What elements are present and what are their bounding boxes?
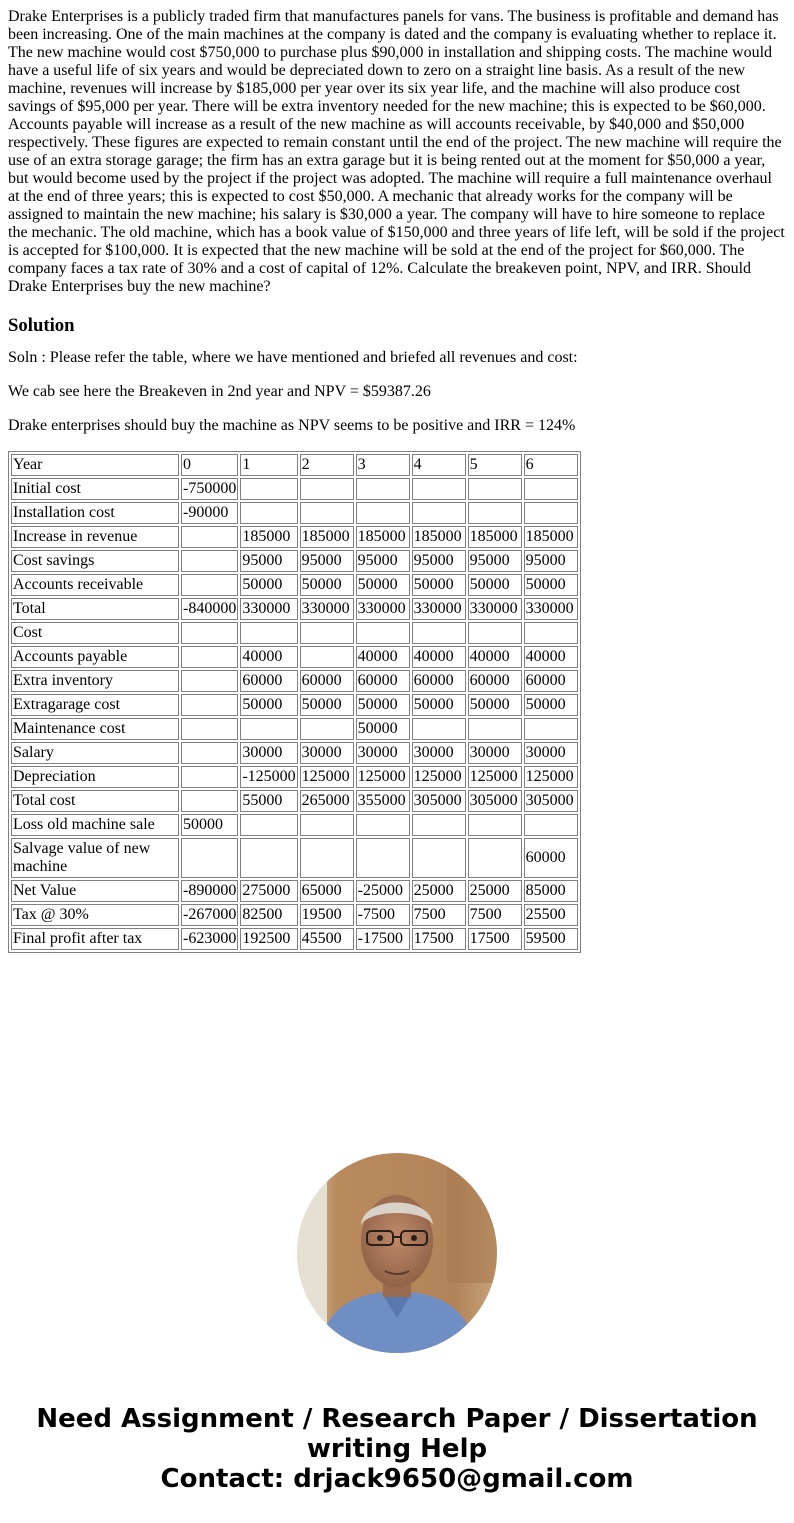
table-row	[11, 880, 578, 902]
table-cell: 125000	[356, 766, 410, 788]
table-cell: 85000	[524, 880, 578, 902]
table-cell	[181, 718, 238, 740]
table-cell: 185000	[468, 526, 522, 548]
table-row	[11, 766, 578, 788]
contact-banner	[0, 1404, 794, 1494]
table-cell: -7500	[356, 904, 410, 926]
table-cell	[412, 478, 466, 500]
solution-breakeven-npv: We cab see here the Breakeven in 2nd year and NPV = $59387.26	[8, 383, 431, 400]
table-cell: 185000	[412, 526, 466, 548]
table-cell	[181, 646, 238, 668]
cash-flow-table-body	[11, 454, 578, 950]
table-cell	[356, 814, 410, 836]
table-cell: 50000	[524, 574, 578, 596]
table-cell	[468, 502, 522, 524]
table-cell: -750000	[181, 478, 238, 500]
table-cell	[181, 694, 238, 716]
table-cell: 60000	[240, 670, 297, 692]
table-cell: 45500	[300, 928, 354, 950]
row-label-cell: Net Value	[11, 880, 179, 902]
table-cell	[300, 814, 354, 836]
table-cell	[181, 526, 238, 548]
table-cell: 95000	[468, 550, 522, 572]
table-row	[11, 670, 578, 692]
table-cell	[300, 646, 354, 668]
table-cell: 40000	[356, 646, 410, 668]
solution-intro: Soln : Please refer the table, where we have mentioned and briefed all revenues and cost:	[8, 349, 578, 366]
table-row	[11, 598, 578, 620]
table-cell: 50000	[300, 574, 354, 596]
table-cell: 3	[356, 454, 410, 476]
table-cell	[300, 838, 354, 878]
cash-flow-table	[8, 451, 581, 953]
table-cell: 265000	[300, 790, 354, 812]
table-cell: 60000	[468, 670, 522, 692]
table-cell: 60000	[524, 670, 578, 692]
row-label-cell: Maintenance cost	[11, 718, 179, 740]
table-cell	[181, 574, 238, 596]
table-row	[11, 790, 578, 812]
table-cell: 4	[412, 454, 466, 476]
table-cell	[524, 718, 578, 740]
row-label-cell: Cost savings	[11, 550, 179, 572]
table-cell	[356, 502, 410, 524]
table-cell: 305000	[468, 790, 522, 812]
table-row	[11, 718, 578, 740]
table-cell: 6	[524, 454, 578, 476]
table-cell: 192500	[240, 928, 297, 950]
row-label-cell: Cost	[11, 622, 179, 644]
table-cell: 50000	[240, 694, 297, 716]
table-cell: 330000	[468, 598, 522, 620]
table-cell: 330000	[240, 598, 297, 620]
table-cell: 60000	[300, 670, 354, 692]
table-cell	[412, 502, 466, 524]
table-row	[11, 526, 578, 548]
table-cell: 305000	[524, 790, 578, 812]
table-cell: 40000	[412, 646, 466, 668]
table-cell: 19500	[300, 904, 354, 926]
row-label-cell: Salvage value of new machine	[11, 838, 179, 878]
table-cell	[524, 814, 578, 836]
table-cell: 25500	[524, 904, 578, 926]
table-cell	[468, 622, 522, 644]
table-cell: 355000	[356, 790, 410, 812]
table-cell: 40000	[240, 646, 297, 668]
table-cell: 30000	[468, 742, 522, 764]
table-cell: 330000	[300, 598, 354, 620]
row-label-cell: Total	[11, 598, 179, 620]
row-label-cell: Loss old machine sale	[11, 814, 179, 836]
table-cell	[524, 502, 578, 524]
table-row	[11, 928, 578, 950]
table-cell: 125000	[524, 766, 578, 788]
table-cell: 50000	[524, 694, 578, 716]
table-cell: 59500	[524, 928, 578, 950]
row-label-cell: Extra inventory	[11, 670, 179, 692]
table-row	[11, 550, 578, 572]
table-cell: 5	[468, 454, 522, 476]
author-photo	[297, 1153, 497, 1353]
table-cell	[300, 502, 354, 524]
table-cell: 125000	[468, 766, 522, 788]
table-cell: 125000	[412, 766, 466, 788]
banner-line-1: Need Assignment / Research Paper / Dissertation	[36, 1404, 758, 1434]
table-cell: 60000	[412, 670, 466, 692]
table-cell: 7500	[468, 904, 522, 926]
table-row	[11, 838, 578, 878]
table-row	[11, 742, 578, 764]
table-cell: 50000	[412, 574, 466, 596]
table-cell: 185000	[300, 526, 354, 548]
table-cell	[240, 814, 297, 836]
table-cell: 95000	[240, 550, 297, 572]
table-cell: 275000	[240, 880, 297, 902]
table-cell: 40000	[524, 646, 578, 668]
table-cell	[181, 790, 238, 812]
question-text: Drake Enterprises is a publicly traded firm that manufactures panels for vans. The business is profitable and demand has been increasing. One of the main machines at the company is dated and the company is evaluating whether to replace it. The new machine would cost $750,000 to purchase plus $90,000 in installation and shipping costs. The machine would have a useful life of six years and would be depreciated down to zero on a straight line basis. As a result of the new machine, revenues will increase by $185,000 per year over its six year life, and the machine will also produce cost savings of $95,000 per year. There will be extra inventory needed for the new machine; this is expected to be $60,000. Accounts payable will increase as a result of the new machine as will accounts receivable, by $40,000 and $50,000 respectively. These figures are expected to remain constant until the end of the project. The new machine will require the use of an extra storage garage; the firm has an extra garage but it is being rented out at the moment for $50,000 a year, but would become used by the project if the project was adopted. The machine will require a full maintenance overhaul at the end of three years; this is expected to cost $50,000. A mechanic that already works for the company will be assigned to maintain the new machine; his salary is $30,000 a year. The company will have to hire someone to replace the mechanic. The old machine, which has a book value of $150,000 and three years of life left, will be sold if the project is accepted for $100,000. It is expected that the new machine will be sold at the end of the project for $60,000. The company faces a tax rate of 30% and a cost of capital of 12%. Calculate the breakeven point, NPV, and IRR. Should Drake Enterprises buy the new machine?	[8, 8, 785, 295]
table-cell	[240, 502, 297, 524]
table-cell: -17500	[356, 928, 410, 950]
table-row	[11, 502, 578, 524]
table-cell: -267000	[181, 904, 238, 926]
table-cell	[524, 622, 578, 644]
table-cell: 50000	[356, 574, 410, 596]
row-label-cell: Final profit after tax	[11, 928, 179, 950]
table-cell	[412, 718, 466, 740]
table-cell	[412, 814, 466, 836]
table-cell: 82500	[240, 904, 297, 926]
table-cell	[300, 622, 354, 644]
banner-line-3: Contact: drjack9650@gmail.com	[160, 1464, 634, 1494]
table-cell: -623000	[181, 928, 238, 950]
table-cell: 30000	[412, 742, 466, 764]
table-cell: 95000	[300, 550, 354, 572]
table-cell: 60000	[524, 838, 578, 878]
table-cell: 40000	[468, 646, 522, 668]
table-cell	[412, 838, 466, 878]
solution-conclusion: Drake enterprises should buy the machine as NPV seems to be positive and IRR = 124%	[8, 417, 576, 434]
table-cell: 25000	[412, 880, 466, 902]
table-cell: 305000	[412, 790, 466, 812]
table-cell: 95000	[356, 550, 410, 572]
author-portrait-image	[297, 1153, 497, 1353]
table-cell: 30000	[356, 742, 410, 764]
table-cell	[412, 622, 466, 644]
table-cell	[240, 718, 297, 740]
table-row	[11, 646, 578, 668]
solution-heading: Solution	[8, 315, 75, 336]
table-cell: 25000	[468, 880, 522, 902]
table-cell: 185000	[240, 526, 297, 548]
table-cell: 30000	[524, 742, 578, 764]
table-cell: 30000	[240, 742, 297, 764]
table-cell: 50000	[468, 694, 522, 716]
table-row	[11, 814, 578, 836]
table-cell	[181, 742, 238, 764]
table-cell	[524, 478, 578, 500]
table-cell: 185000	[524, 526, 578, 548]
table-cell: 2	[300, 454, 354, 476]
table-row	[11, 478, 578, 500]
table-cell: 125000	[300, 766, 354, 788]
table-cell	[356, 478, 410, 500]
table-cell: 65000	[300, 880, 354, 902]
table-cell: 7500	[412, 904, 466, 926]
table-cell: -90000	[181, 502, 238, 524]
row-label-cell: Year	[11, 454, 179, 476]
table-cell: 50000	[356, 718, 410, 740]
table-cell	[468, 478, 522, 500]
row-label-cell: Extragarage cost	[11, 694, 179, 716]
table-row	[11, 622, 578, 644]
table-cell: 17500	[468, 928, 522, 950]
table-cell	[300, 718, 354, 740]
table-cell	[240, 838, 297, 878]
table-cell	[181, 838, 238, 878]
table-cell: -125000	[240, 766, 297, 788]
table-cell: 30000	[300, 742, 354, 764]
table-cell: 95000	[524, 550, 578, 572]
row-label-cell: Tax @ 30%	[11, 904, 179, 926]
table-cell: 1	[240, 454, 297, 476]
table-cell	[468, 814, 522, 836]
row-label-cell: Accounts payable	[11, 646, 179, 668]
table-cell: 185000	[356, 526, 410, 548]
table-cell	[240, 622, 297, 644]
table-cell	[240, 478, 297, 500]
table-row	[11, 904, 578, 926]
table-cell	[181, 622, 238, 644]
table-row	[11, 694, 578, 716]
table-row	[11, 574, 578, 596]
table-cell	[356, 838, 410, 878]
table-cell: 55000	[240, 790, 297, 812]
row-label-cell: Initial cost	[11, 478, 179, 500]
table-cell: 17500	[412, 928, 466, 950]
table-cell: 50000	[412, 694, 466, 716]
table-cell	[468, 838, 522, 878]
table-cell: 0	[181, 454, 238, 476]
table-cell	[300, 478, 354, 500]
row-label-cell: Increase in revenue	[11, 526, 179, 548]
row-label-cell: Salary	[11, 742, 179, 764]
table-cell: 50000	[356, 694, 410, 716]
table-cell: 50000	[181, 814, 238, 836]
table-cell	[468, 718, 522, 740]
row-label-cell: Accounts receivable	[11, 574, 179, 596]
table-cell	[181, 766, 238, 788]
row-label-cell: Total cost	[11, 790, 179, 812]
table-cell: 330000	[356, 598, 410, 620]
table-cell	[356, 622, 410, 644]
table-cell: 50000	[468, 574, 522, 596]
banner-line-2: writing Help	[306, 1434, 488, 1464]
table-cell	[181, 550, 238, 572]
table-cell: 95000	[412, 550, 466, 572]
table-cell: -840000	[181, 598, 238, 620]
row-label-cell: Depreciation	[11, 766, 179, 788]
table-row	[11, 454, 578, 476]
table-cell: 60000	[356, 670, 410, 692]
table-cell: -25000	[356, 880, 410, 902]
table-cell: 50000	[300, 694, 354, 716]
table-cell: -890000	[181, 880, 238, 902]
row-label-cell: Installation cost	[11, 502, 179, 524]
table-cell	[181, 670, 238, 692]
table-cell: 330000	[524, 598, 578, 620]
table-cell: 330000	[412, 598, 466, 620]
table-cell: 50000	[240, 574, 297, 596]
